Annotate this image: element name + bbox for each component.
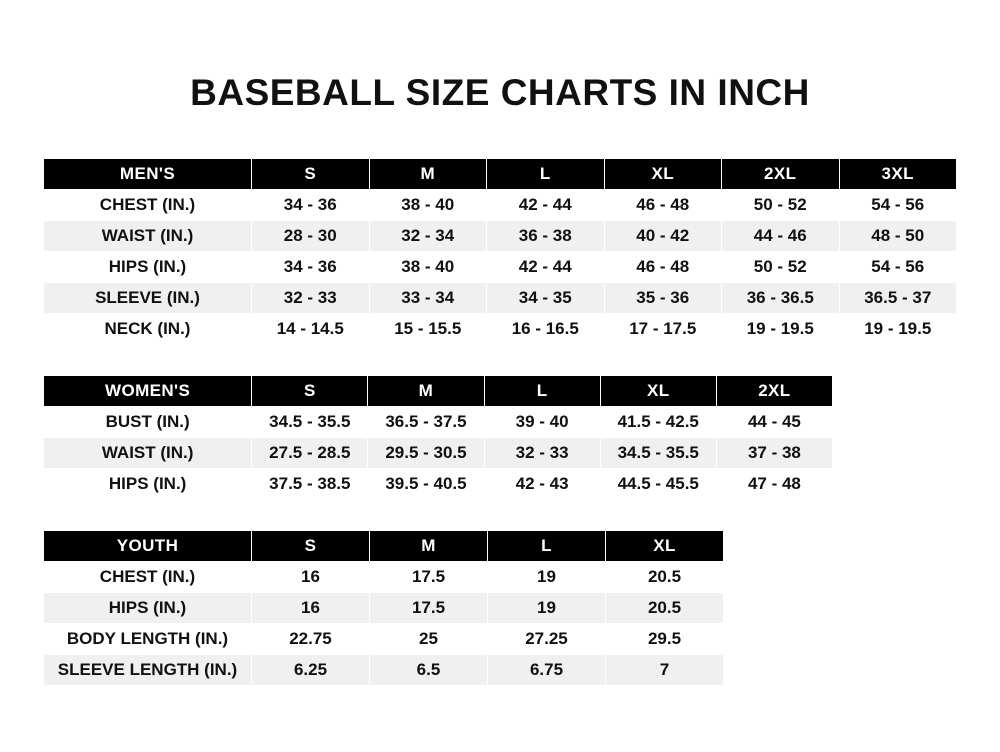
table-cell: 46 - 48 xyxy=(604,252,722,283)
row-label: WAIST (IN.) xyxy=(44,221,252,252)
table-cell: 28 - 30 xyxy=(252,221,370,252)
table-cell: 42 - 44 xyxy=(487,252,605,283)
column-header: S xyxy=(252,376,368,407)
table-cell: 36.5 - 37.5 xyxy=(368,407,484,438)
table-cell: 32 - 34 xyxy=(369,221,487,252)
table-cell: 22.75 xyxy=(252,624,370,655)
table-cell: 54 - 56 xyxy=(839,190,957,221)
table-cell: 34.5 - 35.5 xyxy=(252,407,368,438)
table-cell: 44 - 46 xyxy=(722,221,840,252)
table-cell: 46 - 48 xyxy=(604,190,722,221)
table-cell: 25 xyxy=(370,624,488,655)
table-cell: 39 - 40 xyxy=(484,407,600,438)
column-header: S xyxy=(252,159,370,190)
youth-size-table xyxy=(43,530,724,686)
table-cell: 17.5 xyxy=(370,562,488,593)
table-header-row xyxy=(44,159,957,190)
table-header-row xyxy=(44,376,833,407)
table-cell: 44 - 45 xyxy=(716,407,832,438)
row-label: HIPS (IN.) xyxy=(44,593,252,624)
column-header: L xyxy=(487,159,605,190)
column-header: XL xyxy=(604,159,722,190)
table-cell: 47 - 48 xyxy=(716,469,832,500)
table-cell: 29.5 - 30.5 xyxy=(368,438,484,469)
table-cell: 34 - 36 xyxy=(252,252,370,283)
table-cell: 19 xyxy=(488,593,606,624)
table-cell: 19 xyxy=(488,562,606,593)
column-header: 2XL xyxy=(722,159,840,190)
table-row xyxy=(44,314,957,345)
table-cell: 42 - 43 xyxy=(484,469,600,500)
table-cell: 38 - 40 xyxy=(369,190,487,221)
table-cell: 19 - 19.5 xyxy=(722,314,840,345)
table-row xyxy=(44,593,724,624)
table-row xyxy=(44,190,957,221)
table-cell: 27.5 - 28.5 xyxy=(252,438,368,469)
row-label: CHEST (IN.) xyxy=(44,190,252,221)
table-cell: 6.5 xyxy=(370,655,488,686)
table-cell: 38 - 40 xyxy=(369,252,487,283)
column-header: 3XL xyxy=(839,159,957,190)
row-label: NECK (IN.) xyxy=(44,314,252,345)
table-row xyxy=(44,655,724,686)
table-cell: 34 - 36 xyxy=(252,190,370,221)
column-header: MEN'S xyxy=(44,159,252,190)
mens-size-table xyxy=(43,158,957,345)
table-cell: 37 - 38 xyxy=(716,438,832,469)
table-cell: 29.5 xyxy=(606,624,724,655)
table-cell: 17.5 xyxy=(370,593,488,624)
table-cell: 14 - 14.5 xyxy=(252,314,370,345)
table-cell: 36 - 38 xyxy=(487,221,605,252)
row-label: HIPS (IN.) xyxy=(44,252,252,283)
table-row xyxy=(44,283,957,314)
row-label: SLEEVE (IN.) xyxy=(44,283,252,314)
table-cell: 6.75 xyxy=(488,655,606,686)
table-cell: 32 - 33 xyxy=(252,283,370,314)
table-cell: 48 - 50 xyxy=(839,221,957,252)
column-header: XL xyxy=(600,376,716,407)
table-cell: 19 - 19.5 xyxy=(839,314,957,345)
column-header: WOMEN'S xyxy=(44,376,252,407)
table-cell: 39.5 - 40.5 xyxy=(368,469,484,500)
column-header: L xyxy=(484,376,600,407)
row-label: BODY LENGTH (IN.) xyxy=(44,624,252,655)
column-header: 2XL xyxy=(716,376,832,407)
table-cell: 34 - 35 xyxy=(487,283,605,314)
table-row xyxy=(44,562,724,593)
table-cell: 16 xyxy=(252,562,370,593)
column-header: XL xyxy=(606,531,724,562)
table-cell: 35 - 36 xyxy=(604,283,722,314)
page-title: BASEBALL SIZE CHARTS IN INCH xyxy=(190,72,810,113)
row-label: BUST (IN.) xyxy=(44,407,252,438)
table-cell: 54 - 56 xyxy=(839,252,957,283)
table-cell: 40 - 42 xyxy=(604,221,722,252)
charts-container xyxy=(0,158,1000,686)
table-cell: 41.5 - 42.5 xyxy=(600,407,716,438)
column-header: M xyxy=(368,376,484,407)
table-cell: 17 - 17.5 xyxy=(604,314,722,345)
table-row xyxy=(44,438,833,469)
table-cell: 44.5 - 45.5 xyxy=(600,469,716,500)
table-cell: 32 - 33 xyxy=(484,438,600,469)
table-cell: 27.25 xyxy=(488,624,606,655)
table-cell: 42 - 44 xyxy=(487,190,605,221)
table-cell: 37.5 - 38.5 xyxy=(252,469,368,500)
column-header: YOUTH xyxy=(44,531,252,562)
table-cell: 20.5 xyxy=(606,562,724,593)
column-header: S xyxy=(252,531,370,562)
table-cell: 34.5 - 35.5 xyxy=(600,438,716,469)
table-row xyxy=(44,469,833,500)
table-cell: 15 - 15.5 xyxy=(369,314,487,345)
table-row xyxy=(44,407,833,438)
womens-size-table xyxy=(43,375,833,500)
column-header: L xyxy=(488,531,606,562)
row-label: CHEST (IN.) xyxy=(44,562,252,593)
table-row xyxy=(44,221,957,252)
table-cell: 16 xyxy=(252,593,370,624)
table-cell: 6.25 xyxy=(252,655,370,686)
row-label: WAIST (IN.) xyxy=(44,438,252,469)
column-header: M xyxy=(370,531,488,562)
table-cell: 33 - 34 xyxy=(369,283,487,314)
table-row xyxy=(44,624,724,655)
table-cell: 36 - 36.5 xyxy=(722,283,840,314)
table-row xyxy=(44,252,957,283)
table-cell: 16 - 16.5 xyxy=(487,314,605,345)
row-label: SLEEVE LENGTH (IN.) xyxy=(44,655,252,686)
table-cell: 50 - 52 xyxy=(722,190,840,221)
table-cell: 20.5 xyxy=(606,593,724,624)
column-header: M xyxy=(369,159,487,190)
row-label: HIPS (IN.) xyxy=(44,469,252,500)
table-cell: 36.5 - 37 xyxy=(839,283,957,314)
table-cell: 7 xyxy=(606,655,724,686)
table-cell: 50 - 52 xyxy=(722,252,840,283)
table-header-row xyxy=(44,531,724,562)
